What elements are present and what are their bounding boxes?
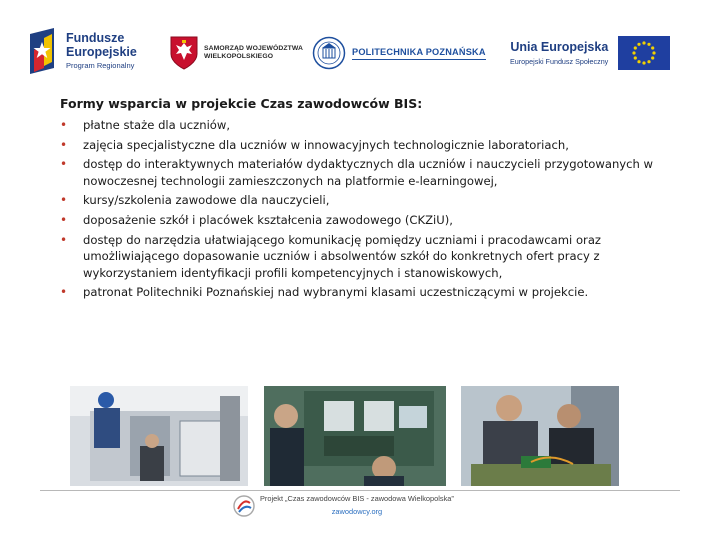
list-item <box>60 192 680 209</box>
page-heading: Formy wsparcia w projekcie Czas zawodowców BIS: <box>60 96 423 111</box>
list-item <box>60 212 680 229</box>
ue-line1: Unia Europejska <box>510 40 609 54</box>
list-item <box>60 232 680 282</box>
university-seal-icon <box>312 36 346 70</box>
samorzad-logo <box>170 36 303 70</box>
bullet-icon: • <box>60 157 68 172</box>
list-item <box>60 284 680 301</box>
fe-line3: Program Regionalny <box>66 60 135 70</box>
photo-workshop <box>70 386 248 486</box>
politechnika-logo <box>312 36 486 70</box>
ue-line2: Europejski Fundusz Społeczny <box>510 57 609 66</box>
fe-line2: Europejskie <box>66 44 137 59</box>
samorzad-line2: WIELKOPOLSKIEGO <box>204 53 274 60</box>
unia-europejska-logo <box>510 36 670 70</box>
footer <box>232 494 454 518</box>
politechnika-name: POLITECHNIKA POZNAŃSKA <box>352 47 486 60</box>
support-list <box>60 117 680 301</box>
list-item-text: płatne staże dla uczniów, <box>83 118 231 132</box>
list-item <box>60 156 680 189</box>
footer-url-link[interactable]: zawodowcy.org <box>331 507 383 516</box>
list-item-text: dostęp do narzędzia ułatwiającego komunikację pomiędzy uczniami i pracodawcami oraz umożliwiającego dopasowanie uczniów i absolwentów szkół do konkretnych ofert pracy z wykorzystaniem identyfikacji profili kompetencyjnych i stanowiskowych, <box>83 232 602 280</box>
project-logo-icon <box>232 494 256 518</box>
list-item-text: dostęp do interaktywnych materiałów dydaktycznych dla uczniów i nauczycieli przygotowanych w nowoczesnej technologii zamieszczonych na platformie e-learningowej, <box>83 157 654 188</box>
list-item <box>60 117 680 134</box>
list-item-text: zajęcia specjalistyczne dla uczniów w innowacyjnych technologicznie laboratoriach, <box>83 137 569 152</box>
fundusze-europejskie-logo <box>30 28 137 74</box>
photo-electronics-lab <box>264 386 446 486</box>
samorzad-line1: SAMORZĄD WOJEWÓDZTWA <box>204 44 304 52</box>
fe-line1: Fundusze <box>66 31 125 46</box>
bullet-icon: • <box>60 232 68 247</box>
logo-bar <box>0 0 720 90</box>
bullet-icon: • <box>60 193 68 208</box>
list-item-text: doposażenie szkół i placówek kształcenia zawodowego (CKZiU), <box>83 212 453 227</box>
eagle-shield-icon <box>170 36 198 70</box>
bullet-icon: • <box>60 212 68 227</box>
list-item-text: kursy/szkolenia zawodowe dla nauczycieli, <box>83 193 330 208</box>
bullet-icon: • <box>60 137 68 152</box>
bullet-icon: • <box>60 285 68 300</box>
eu-flag-icon <box>618 36 670 70</box>
footer-divider <box>40 490 680 491</box>
bullet-icon: • <box>60 118 68 132</box>
photo-soldering <box>461 386 619 486</box>
list-item-text: patronat Politechniki Poznańskiej nad wybranymi klasami uczestniczącymi w projekcie. <box>83 285 589 300</box>
fe-star-icon <box>30 28 60 74</box>
list-item <box>60 137 680 154</box>
footer-project-name: Projekt „Czas zawodowców BIS - zawodowa Wielkopolska” <box>260 494 454 503</box>
content-block <box>60 96 680 304</box>
